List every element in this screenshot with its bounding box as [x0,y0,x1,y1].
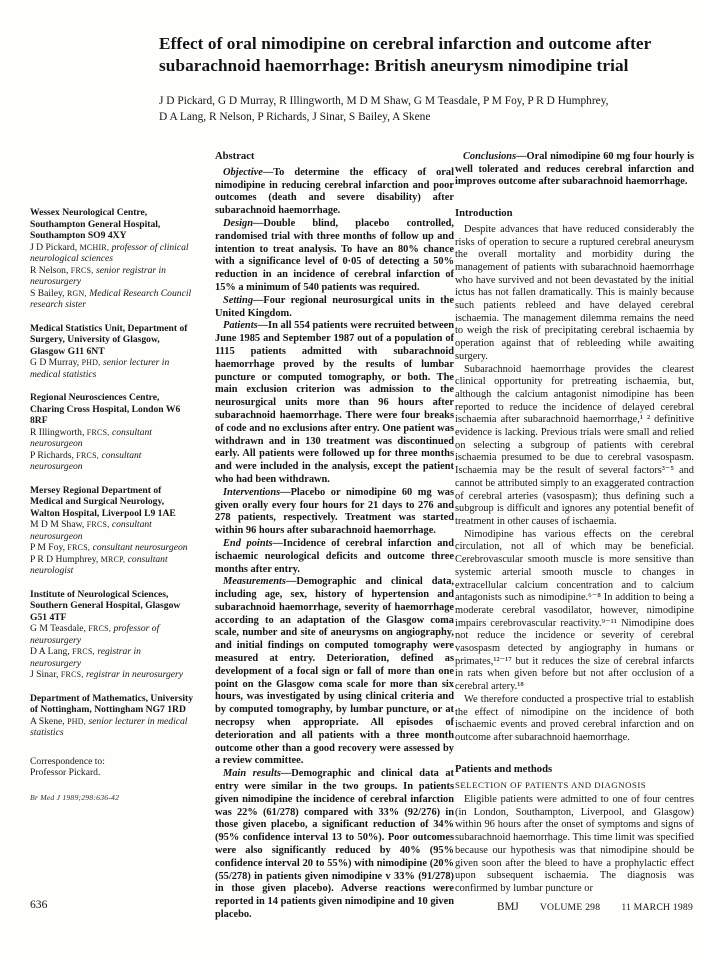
introduction-paragraph-4: We therefore conducted a prospective trial to establish the effect of nimodipine on the incidence of both ischaemic events and proved cerebral infarction and on outcome after subarachnoid haemorrhage. [455,693,694,743]
author-role: senior lecturer in medical statistics [30,715,188,738]
journal-volume: VOLUME 298 [539,902,601,913]
abstract-end-points-text: —Incidence of cerebral infarction and ischaemic neurological deficits and outcome three months after entry. [215,537,454,575]
affiliation-address: Institute of Neurological Sciences, Southern General Hospital, Glasgow G51 4TF [30,588,181,623]
author-qualification: FRCS, [60,670,84,679]
author-role: consultant neurologist [30,553,168,576]
introduction-paragraph-1: Despite advances that have reduced considerably the risks of operation to secure a ruptured cerebral aneurysm the overall mortality and morbidity during the management of patients with subarachnoid haemorrhage who have survived and not been devastated by the initial ictus has not fallen dramatically. This is mainly because such patients rebleed and have delayed cerebral ischaemia. The management dilemma remains the need to weigh the risk of precipitating cerebral ischaemia by operation against that of rebleeding while awaiting surgery. [455,223,694,362]
author-credit [30,554,194,577]
author-credit [30,265,194,288]
affiliation-block-mersey [30,485,194,577]
author-qualification: FRCS, [67,543,91,552]
abstract-objective-label: Objective [223,166,263,178]
author-role: senior lecturer in medical statistics [30,357,170,380]
author-qualification: PHD, [81,358,101,367]
affiliation-block-glasgow-stats [30,323,194,381]
abstract-main-results-text: —Demographic and clinical data at entry were similar in the two groups. In patients given nimodipine the incidence of cerebral infarction was 22% (61/278) compared with 33% (92/276) in those given placebo, a significant reduction of 34% (95% confidence interval 13 to 50%). Poor outcomes were also significantly reduced by 40% (95% confidence interval 20 to 55%) with nimodipine (20% (55/278) in patients given nimodipine v 33% (91/278) in those given placebo). Adverse reactions were reported in 14 patients given nimodipine and 10 given placebo. [215,768,454,921]
correspondence-note [30,756,194,779]
main-text-column [455,151,694,896]
journal-name: BMJ [497,901,519,913]
methods-paragraph-1: Eligible patients were admitted to one of four centres (in London, Southampton, Liverpool, and Glasgow) within 96 hours after the onset of symptoms and signs of subarachnoid haemorrhage. This time limit was specified because our hypothesis was that nimodipine should be given soon after the bleed to have a prophylactic effect upon subsequent ischaemia. The diagnosis was confirmed by lumbar puncture or [455,794,694,894]
author-name: D A Lang, [30,646,70,657]
author-qualification: FRCS, [72,647,95,656]
author-credit [30,288,194,311]
author-role: senior registrar in neurosurgery [30,264,166,287]
journal-date: 11 MARCH 1989 [621,902,693,913]
abstract-objective-text: —To determine the efficacy of oral nimodipine in reducing cerebral infarction and poor outcomes (death and severe disability) after subarachnoid haemorrhage. [215,166,454,217]
affiliation-block-southern-general [30,589,194,681]
author-name: G D Murray, [30,357,80,368]
abstract-design-text: —Double blind, placebo controlled, randomised trial with three months of follow up and intention to treat analysis. To have an 80% chance with a significance level of 0·05 of detecting a 50% reduction in an incidence of cerebral infarction of 15% a minimum of 540 patients was required. [215,217,454,293]
methods-heading: Patients and methods [455,763,553,775]
author-name: G M Teasdale, [30,623,86,634]
abstract-column [215,151,454,922]
author-credit [30,519,194,542]
abstract-interventions-text: —Placebo or nimodipine 60 mg was given orally every four hours for 21 days to 276 and 278 patients, respectively. Treatment was started within 96 hours after subarachnoid haemorrhage. [215,486,454,537]
author-qualification: FRCS, [86,520,110,529]
author-name: A Skene, [30,715,65,727]
author-qualification: MRCP, [100,554,126,564]
author-name: P Richards, [30,449,74,461]
affiliations-sidebar [30,207,194,802]
affiliation-address: Medical Statistics Unit, Department of Surgery, University of Glasgow, Glasgow G11 6NT [30,322,188,357]
affiliation-address: Department of Mathematics, University of Nottingham, Nottingham NG7 1RD [30,692,194,715]
author-credit [30,623,194,646]
author-role: professor of clinical neurological sciences [30,241,189,264]
correspondence-text [30,756,194,779]
abstract-interventions [215,487,454,538]
journal-footer [497,901,693,913]
abstract-patients [215,320,454,486]
author-qualification: PHD, [67,716,87,726]
abstract-main-results-label: Main results [223,768,281,780]
author-name: R Illingworth, [30,426,85,438]
author-role: consultant neurosurgeon [30,449,142,472]
author-name: S Bailey, [30,287,65,299]
author-qualification: FRCS, [70,265,94,275]
abstract-conclusions [455,151,694,189]
abstract-objective [215,167,454,218]
author-qualification: FRCS, [76,450,100,460]
introduction-paragraph-2: Subarachnoid haemorrhage provides the clearest clinical opportunity for pretreating ischaemia, but, although the calcium antagonist nimodipine has been reported to reduce the incidence of delayed cerebral ischaemia after subarachnoid haemorrhage,¹ ² definitive evidence is lacking. Previous trials were small and relied on selecting a subgroup of patients with cerebral ischaemia presumed to be due to cerebral vasospasm. Ischaemia may be the result of several factors³⁻⁵ and cannot be attributed simply to an exaggerated contraction of cerebral arteries (vasospasm); thus defining such a subgroup is difficult and ignores any potential benefit of treatment in other causes of ischaemia. [455,363,694,527]
affiliation-address: Mersey Regional Department of Medical and Surgical Neurology, Walton Hospital, Liverpool L9 1AE [30,484,176,519]
introduction-heading: Introduction [455,208,513,220]
author-name: R Nelson, [30,264,69,276]
author-credit [30,242,194,265]
author-role: registrar in neurosurgery [30,646,141,669]
abstract-design [215,218,454,295]
author-credit [30,646,194,669]
author-credit [30,669,194,681]
author-name: P R D Humphrey, [30,553,99,565]
abstract-setting-text: —Four regional neurosurgical units in the United Kingdom. [215,294,454,319]
author-name: J D Pickard, [30,241,78,253]
affiliation-address: Regional Neurosciences Centre, Charing Cross Hospital, London W6 8RF [30,392,181,426]
author-role: registrar in neurosurgery [86,669,184,680]
affiliation-address: Wessex Neurological Centre, Southampton General Hospital, Southampton SO9 4XY [30,207,161,241]
abstract-measurements-text: —Demographic and clinical data, including age, sex, history of hypertension and subarachnoid haemorrhage, severity of haemorrhage according to an adaptation of the Glasgow coma scale, number and site of aneurysms on angiography, and initial findings on computed tomography were measured at entry. Deterioration, defined as development of a focal sign or fall of more than one point on the Glasgow coma scale for more than six hours, was investigated by using clinical criteria and by computed tomography, by lumbar puncture, or at necropsy when appropriate. All episodes of deterioration and all patients with a three month outcome other than a good recovery were assessed by a review committee. [215,576,454,767]
abstract-patients-label: Patients [223,320,258,332]
author-role: consultant neurosurgeon [30,426,152,449]
abstract-conclusions-label: Conclusions [463,151,517,162]
author-role: professor of neurosurgery [30,623,160,646]
abstract-setting-label: Setting [223,294,254,306]
author-credit [30,357,194,380]
author-name: M D M Shaw, [30,519,85,530]
author-name: P M Foy, [30,542,66,553]
affiliation-block-wessex [30,207,194,311]
abstract-measurements [215,576,454,768]
authors-line-1: J D Pickard, G D Murray, R Illingworth, M D M Shaw, G M Teasdale, P M Foy, P R D Humphrey, [159,95,609,108]
abstract-end-points [215,538,454,576]
abstract-interventions-label: Interventions [223,486,281,498]
abstract-design-label: Design [223,217,254,229]
authors-line-2: D A Lang, R Nelson, P Richards, J Sinar, S Bailey, A Skene [159,111,431,124]
author-qualification: RGN, [66,288,87,298]
article-header [159,33,697,126]
author-credit [30,427,194,450]
abstract-main-results [215,768,454,922]
author-qualification: MCHIR, [79,242,110,252]
correspondence-line-1: Correspondence to: [30,755,105,767]
author-name: J Sinar, [30,669,59,680]
article-title: Effect of oral nimodipine on cerebral infarction and outcome after subarachnoid haemorrhage: British aneurysm nimodipine trial [159,34,652,75]
page-number: 636 [30,898,48,911]
author-role: Medical Research Council research sister [30,287,192,310]
introduction-paragraph-3: Nimodipine has various effects on the cerebral circulation, not all of which may be beneficial. Cerebrovascular smooth muscle is more sensitive than systemic arterial smooth muscle to changes in extracellular calcium concentration and to calcium antagonists such as nimodipine.⁶⁻⁸ In addition to being a moderate cerebral vasodilator, however, nimodipine impairs cerebrovascular reactivity.⁹⁻¹¹ Nimodipine does not reduce the incidence or severity of cerebral vasospasm detected by angiography in humans or primates,¹²⁻¹⁷ but it reduces the size of cerebral infarcts in rats when given before but not after occlusion of a cerebral artery.¹⁸ [455,528,694,693]
journal-citation: Br Med J 1989;298:636-42 [30,792,120,802]
affiliation-block-nottingham [30,693,194,739]
author-role: consultant neurosurgeon [30,519,152,542]
author-credit [30,716,194,739]
abstract-end-points-label: End points [223,537,273,549]
abstract-setting [215,295,454,321]
author-credit [30,450,194,473]
abstract-heading: Abstract [215,151,255,162]
author-role: consultant neurosurgeon [92,542,188,553]
author-list [159,94,697,125]
affiliation-block-charing-cross [30,392,194,473]
author-qualification: FRCS, [86,427,110,437]
author-qualification: FRCS, [88,624,112,633]
correspondence-line-2: Professor Pickard. [30,767,101,778]
methods-subheading: SELECTION OF PATIENTS AND DIAGNOSIS [455,780,647,791]
abstract-conclusions-text: —Oral nimodipine 60 mg four hourly is well tolerated and reduces cerebral infarction and improves outcome after subarachnoid haemorrhage. [455,151,694,188]
author-credit [30,542,194,554]
abstract-measurements-label: Measurements [223,576,286,588]
abstract-patients-text: —In all 554 patients were recruited between June 1985 and September 1987 out of a population of 1115 patients admitted with subarachnoid haemorrhage proved by the results of lumbar puncture or computed tomography, or both. The main exclusion criterion was admission to the neurosurgical units more than 96 hours after subarachnoid haemorrhage. There were four breaks of code and no exclusions after entry. One patient was withdrawn and in 130 treatment was discontinued early. All patients were followed up for three months and were included in the analysis, except the patient who had been withdrawn. [215,320,454,485]
